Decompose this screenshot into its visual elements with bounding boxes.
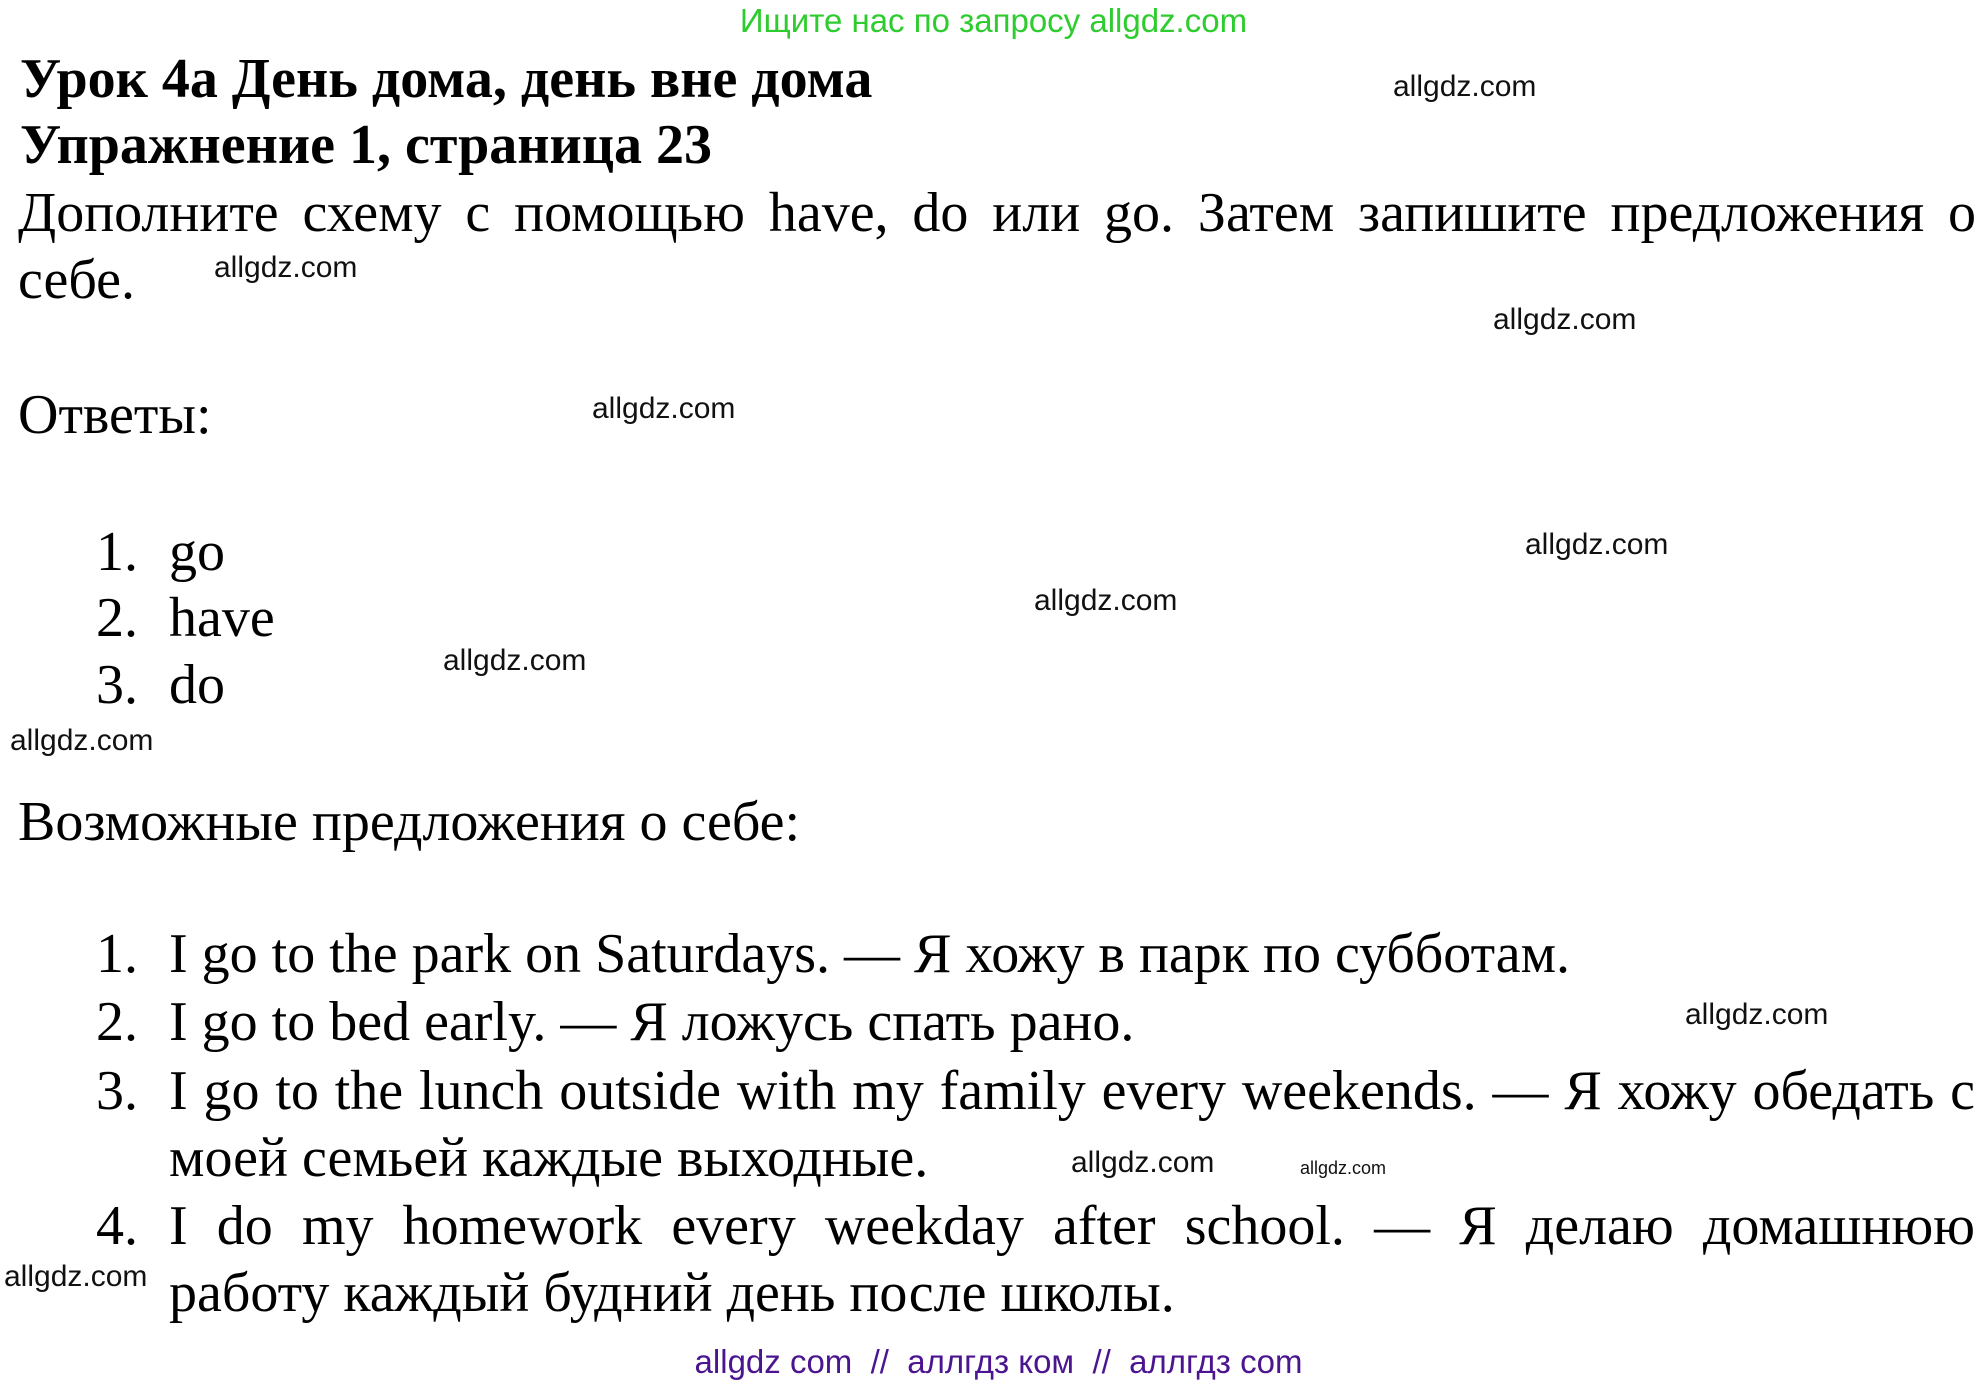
watermark: allgdz.com <box>1071 1146 1215 1179</box>
watermark: allgdz.com <box>4 1260 148 1293</box>
sentence-text: I go to the lunch outside with my family every weekends. — Я хожу обедать с моей семьей каждые выходные. <box>169 1060 1975 1189</box>
promo-banner: Ищите нас по запросу allgdz.com <box>739 2 1248 39</box>
answer-text: have <box>169 587 275 649</box>
exercise-title: Упражнение 1, страница 23 <box>20 114 713 176</box>
answer-number: 3. <box>96 654 138 716</box>
watermark: allgdz.com <box>1393 70 1537 103</box>
task-text: Дополните схему с помощью have, do или go. Затем запишите предложения о себе. <box>18 182 1976 311</box>
sentences-label: Возможные предложения о себе: <box>18 791 801 853</box>
watermark: allgdz.com <box>10 724 154 757</box>
answer-text: do <box>169 654 225 716</box>
answer-text: go <box>169 521 225 583</box>
answer-number: 2. <box>96 587 138 649</box>
lesson-title: Урок 4а День дома, день вне дома <box>20 48 873 110</box>
answer-number: 1. <box>96 521 138 583</box>
watermark: allgdz.com <box>1525 528 1669 561</box>
watermark: allgdz.com <box>1300 1158 1387 1178</box>
watermark: allgdz.com <box>443 644 587 677</box>
sentence-number: 2. <box>96 991 138 1053</box>
watermark: allgdz.com <box>592 392 736 425</box>
sentence-number: 3. <box>96 1060 138 1122</box>
sentence-text: I do my homework every weekday after school. — Я делаю домашнюю работу каждый будний день после школы. <box>169 1195 1975 1324</box>
task-paragraph <box>18 180 1976 314</box>
watermark: allgdz.com <box>1685 998 1829 1031</box>
sentence-text: I go to bed early. — Я ложусь спать рано. <box>169 991 1135 1053</box>
answers-label: Ответы: <box>18 384 212 446</box>
watermark: allgdz.com <box>1493 303 1637 336</box>
sentence-item <box>169 1193 1975 1327</box>
watermark: allgdz.com <box>1034 584 1178 617</box>
sentence-number: 4. <box>96 1195 138 1257</box>
sentence-number: 1. <box>96 923 138 985</box>
watermark: allgdz.com <box>214 251 358 284</box>
footer-watermark: allgdz com // аллгдз ком // аллгдз com <box>694 1343 1303 1380</box>
sentence-text: I go to the park on Saturdays. — Я хожу в парк по субботам. <box>169 923 1571 985</box>
